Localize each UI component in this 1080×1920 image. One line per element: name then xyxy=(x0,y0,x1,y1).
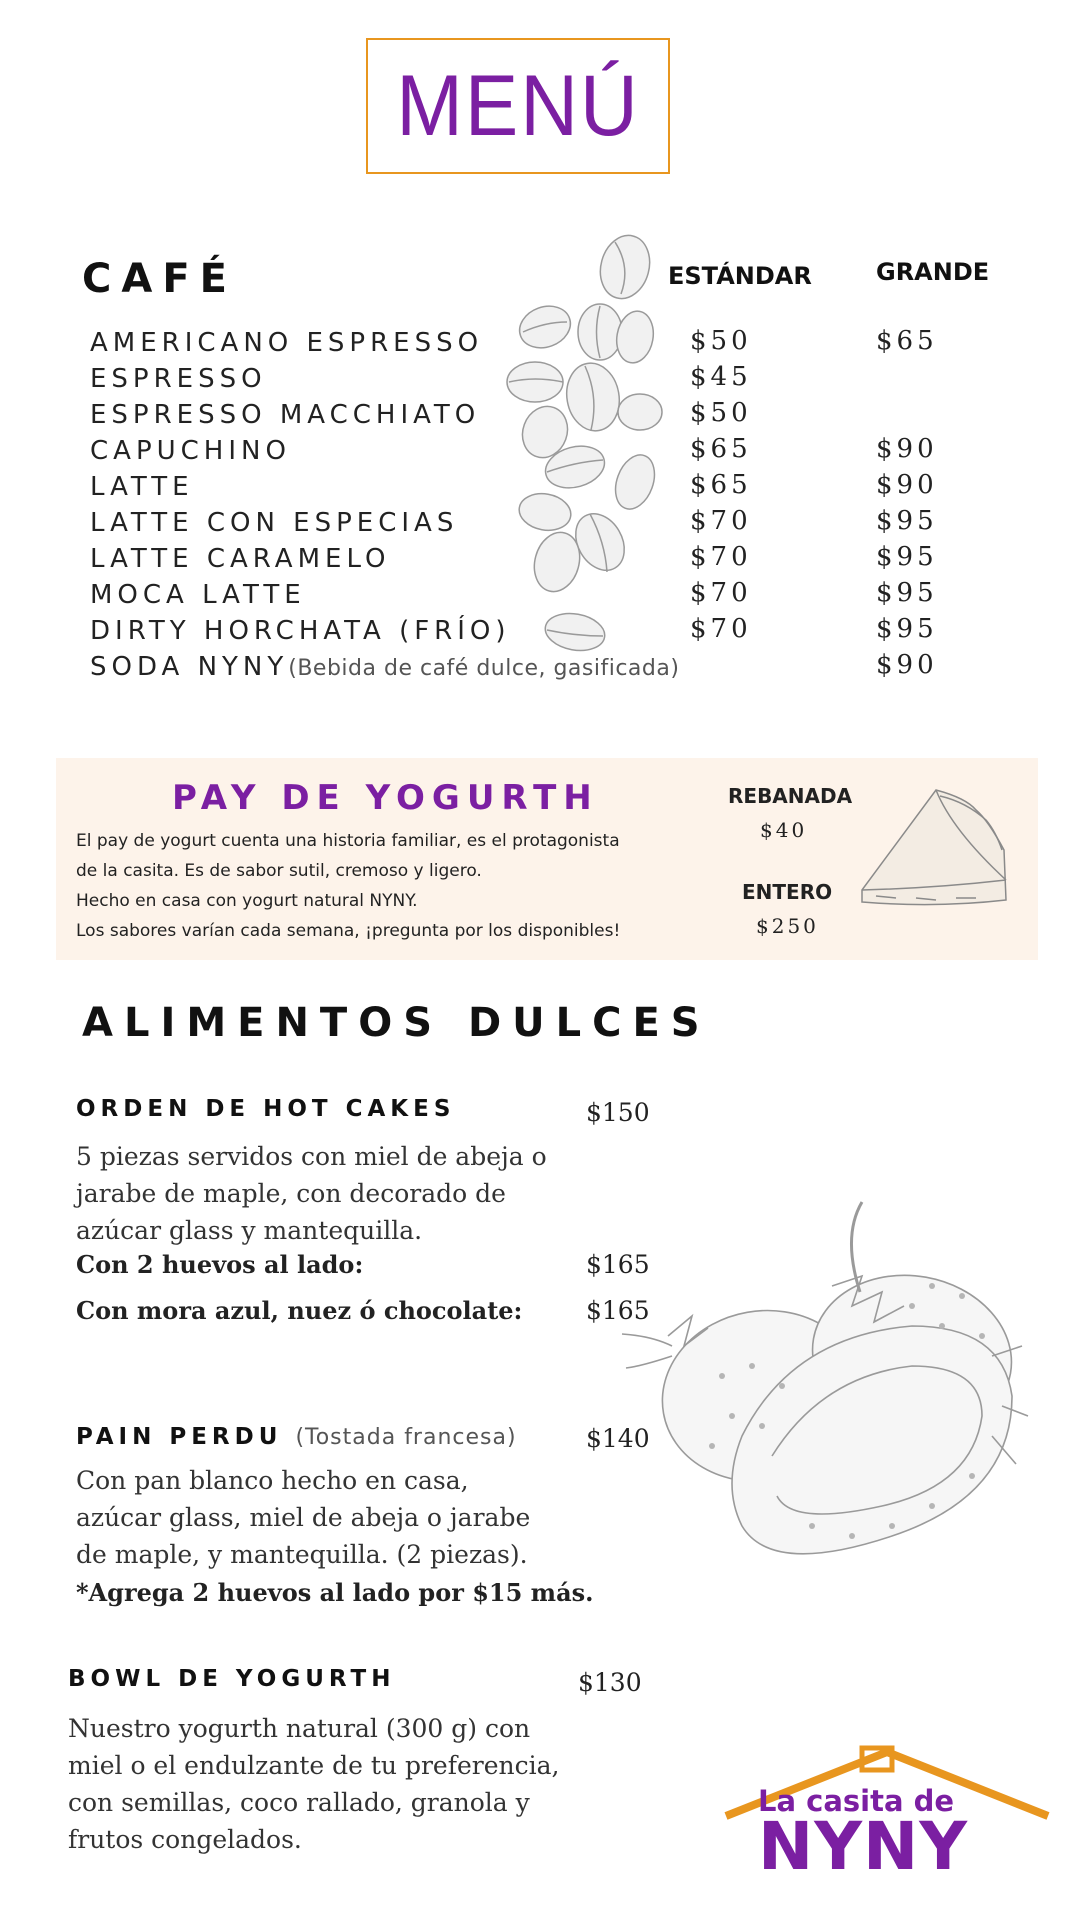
bowl-desc-line: frutos congelados. xyxy=(68,1825,302,1854)
bowl-title: BOWL DE YOGURTH xyxy=(68,1666,396,1692)
pie-slice-illustration xyxy=(856,780,1026,920)
coffee-item-moca-latte: MOCA LATTE xyxy=(90,580,306,610)
coffee-large-price: $65 xyxy=(876,326,938,356)
hotcakes-extra-eggs: Con 2 huevos al lado: xyxy=(76,1250,364,1279)
coffee-standard-price: $70 xyxy=(690,506,752,536)
soda-note: (Bebida de café dulce, gasificada) xyxy=(288,656,680,681)
brand-logo xyxy=(722,1744,1052,1884)
coffee-large-price: $95 xyxy=(876,542,938,572)
pain-perdu-subtitle: (Tostada francesa) xyxy=(295,1425,517,1450)
hotcakes-description xyxy=(76,1138,547,1249)
coffee-beans-illustration xyxy=(505,232,665,662)
bowl-desc-line: Nuestro yogurth natural (300 g) con xyxy=(68,1714,531,1743)
hotcakes-desc-line: jarabe de maple, con decorado de xyxy=(76,1179,506,1208)
coffee-standard-price: $65 xyxy=(690,434,752,464)
pay-desc-line: Hecho en casa con yogurt natural NYNY. xyxy=(76,891,418,911)
coffee-item-latte-especias: LATTE CON ESPECIAS xyxy=(90,508,459,538)
coffee-large-price: $95 xyxy=(876,578,938,608)
hotcakes-extra-topping: Con mora azul, nuez ó chocolate: xyxy=(76,1296,523,1325)
pain-perdu-desc-line: de maple, y mantequilla. (2 piezas). xyxy=(76,1540,528,1569)
hotcakes-extra-eggs-price: $165 xyxy=(586,1250,650,1279)
logo-line-1: La casita de xyxy=(758,1784,955,1818)
pay-title: PAY DE YOGURTH xyxy=(172,778,599,818)
pain-perdu-desc-line: azúcar glass, miel de abeja o jarabe xyxy=(76,1503,531,1532)
bowl-price: $130 xyxy=(578,1668,642,1697)
pain-perdu-name: PAIN PERDU xyxy=(76,1424,283,1450)
pay-description xyxy=(76,826,716,946)
soda-name: SODA NYNY xyxy=(90,652,289,682)
coffee-item-soda-nyny xyxy=(90,652,679,682)
coffee-item-latte-caramelo: LATTE CARAMELO xyxy=(90,544,391,574)
whole-label: ENTERO xyxy=(742,880,833,904)
hotcakes-desc-line: 5 piezas servidos con miel de abeja o xyxy=(76,1142,547,1171)
hotcakes-title: ORDEN DE HOT CAKES xyxy=(76,1096,456,1122)
pay-desc-line: Los sabores varían cada semana, ¡pregunta por los disponibles! xyxy=(76,921,621,941)
pain-perdu-extra: *Agrega 2 huevos al lado por $15 más. xyxy=(76,1578,594,1607)
dulces-heading: ALIMENTOS DULCES xyxy=(82,1000,711,1046)
pay-desc-line: de la casita. Es de sabor sutil, cremoso y ligero. xyxy=(76,861,482,881)
slice-price: $40 xyxy=(760,818,808,842)
coffee-large-price: $90 xyxy=(876,434,938,464)
coffee-large-price: $95 xyxy=(876,614,938,644)
coffee-large-price: $90 xyxy=(876,470,938,500)
slice-label: REBANADA xyxy=(728,784,853,808)
coffee-item-americano: AMERICANO ESPRESSO xyxy=(90,328,484,358)
column-large-heading: GRANDE xyxy=(876,258,990,286)
title-frame xyxy=(366,38,670,174)
coffee-standard-price: $70 xyxy=(690,542,752,572)
pain-perdu-title xyxy=(76,1424,517,1450)
pain-perdu-desc-line: Con pan blanco hecho en casa, xyxy=(76,1466,469,1495)
coffee-item-macchiato: ESPRESSO MACCHIATO xyxy=(90,400,481,430)
hotcakes-extra-topping-price: $165 xyxy=(586,1296,650,1325)
coffee-item-latte: LATTE xyxy=(90,472,194,502)
coffee-standard-price: $70 xyxy=(690,614,752,644)
coffee-item-espresso: ESPRESSO xyxy=(90,364,267,394)
coffee-large-price: $90 xyxy=(876,650,938,680)
coffee-standard-price: $50 xyxy=(690,326,752,356)
page-title: MENÚ xyxy=(396,57,640,154)
hotcakes-desc-line: azúcar glass y mantequilla. xyxy=(76,1216,423,1245)
pain-perdu-description xyxy=(76,1462,530,1573)
cafe-heading: CAFÉ xyxy=(82,256,237,302)
bowl-description xyxy=(68,1710,559,1858)
coffee-item-capuchino: CAPUCHINO xyxy=(90,436,291,466)
coffee-standard-price: $65 xyxy=(690,470,752,500)
pain-perdu-price: $140 xyxy=(586,1424,650,1453)
logo-line-2: NYNY xyxy=(758,1808,969,1885)
coffee-standard-price: $70 xyxy=(690,578,752,608)
pay-desc-line: El pay de yogurt cuenta una historia familiar, es el protagonista xyxy=(76,831,620,851)
strawberries-illustration xyxy=(612,1196,1032,1596)
coffee-standard-price: $45 xyxy=(690,362,752,392)
whole-price: $250 xyxy=(756,914,819,938)
coffee-large-price: $95 xyxy=(876,506,938,536)
coffee-standard-price: $50 xyxy=(690,398,752,428)
hotcakes-price: $150 xyxy=(586,1098,650,1127)
coffee-item-dirty-horchata: DIRTY HORCHATA (FRÍO) xyxy=(90,616,511,646)
column-standard-heading: ESTÁNDAR xyxy=(668,262,812,290)
bowl-desc-line: con semillas, coco rallado, granola y xyxy=(68,1788,530,1817)
bowl-desc-line: miel o el endulzante de tu preferencia, xyxy=(68,1751,560,1780)
